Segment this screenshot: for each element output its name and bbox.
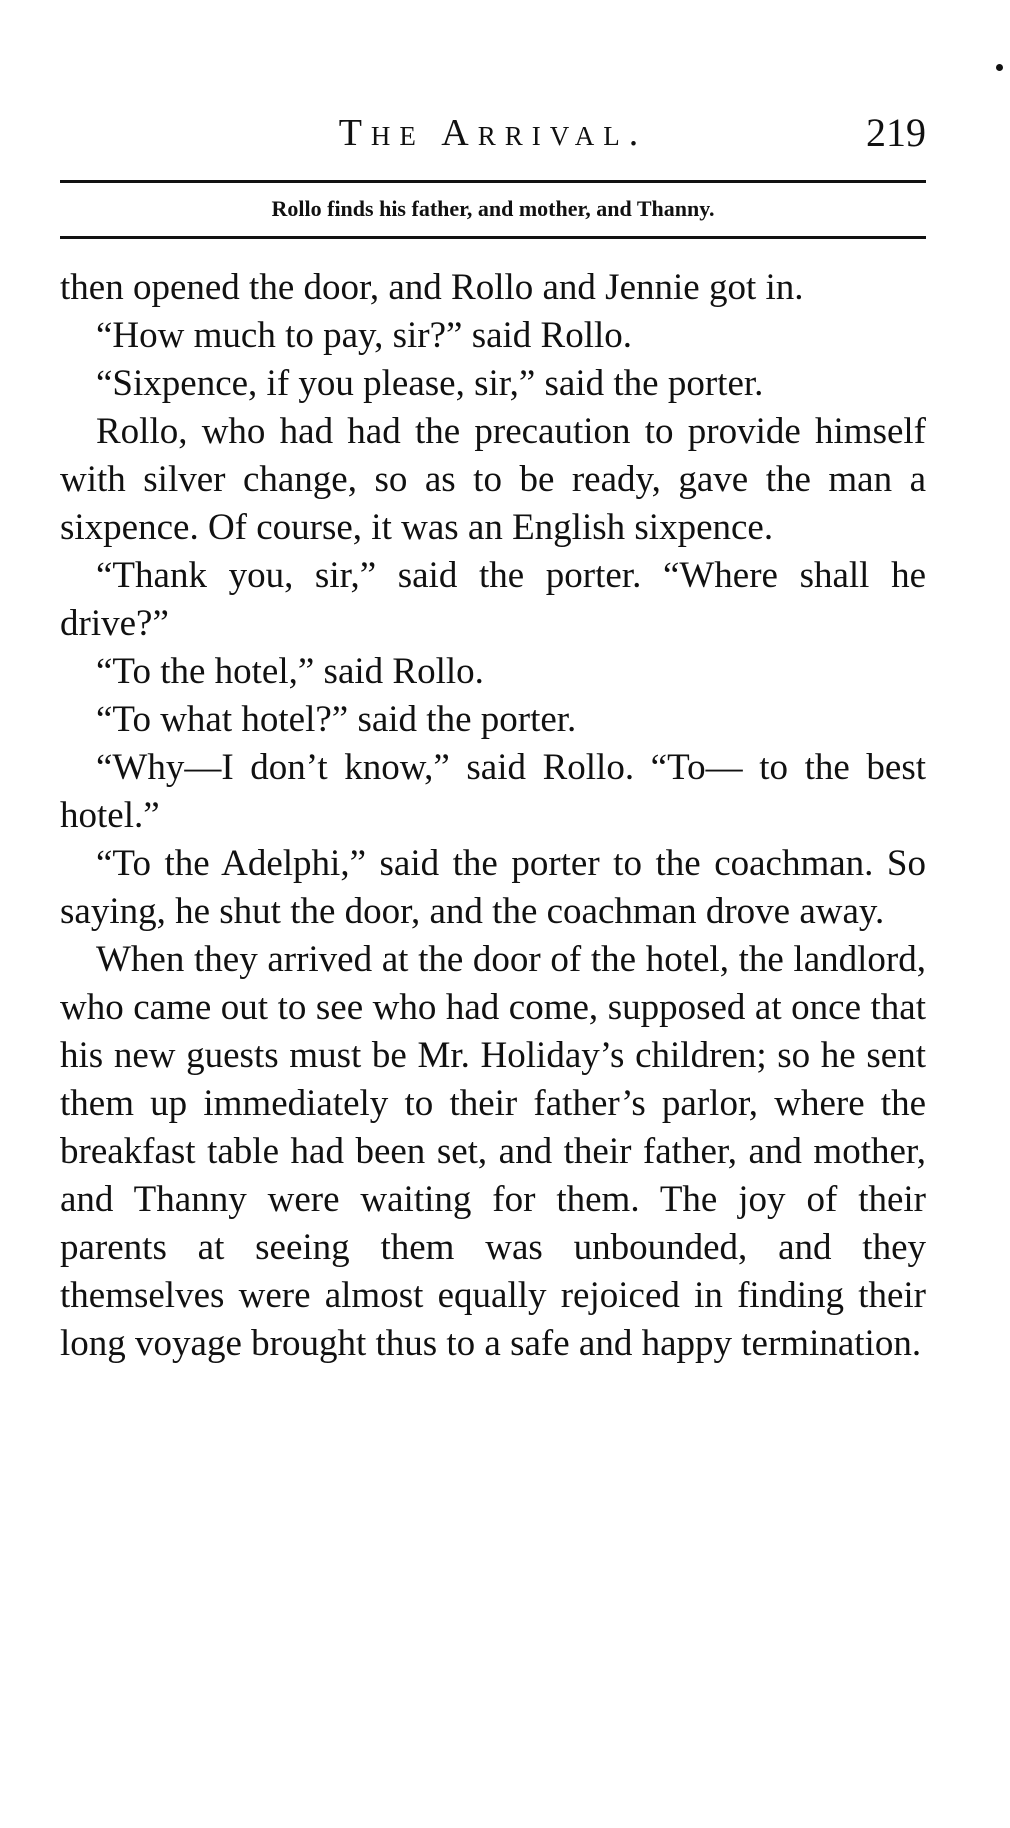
paragraph: “To the hotel,” said Rollo. bbox=[96, 651, 484, 692]
body-text bbox=[60, 264, 926, 1368]
paragraph: “Thank you, sir,” said the porter. “Where shall he drive?” bbox=[60, 555, 926, 644]
ink-speck bbox=[996, 64, 1003, 71]
running-title: The Arrival. bbox=[338, 112, 648, 154]
paragraph: “How much to pay, sir?” said Rollo. bbox=[96, 315, 633, 356]
header-rule-top bbox=[60, 180, 926, 183]
paragraph: “Why—I don’t know,” said Rollo. “To— to the best hotel.” bbox=[60, 747, 926, 836]
paragraph: “To the Adelphi,” said the porter to the coachman. So saying, he shut the door, and the coachman drove away. bbox=[60, 843, 926, 932]
chapter-subheading: Rollo finds his father, and mother, and Thanny. bbox=[271, 196, 715, 221]
paragraph: “Sixpence, if you please, sir,” said the porter. bbox=[96, 363, 764, 404]
header-rule-bottom bbox=[60, 236, 926, 239]
paragraph: then opened the door, and Rollo and Jennie got in. bbox=[60, 267, 804, 308]
paragraph: Rollo, who had had the precaution to provide himself with silver change, so as to be ready, gave the man a sixpence. Of course, it was an English sixpence. bbox=[60, 411, 926, 548]
paragraph: “To what hotel?” said the porter. bbox=[96, 699, 577, 740]
page-number: 219 bbox=[866, 110, 926, 155]
paragraph: When they arrived at the door of the hotel, the landlord, who came out to see who had come, supposed at once that his new guests must be Mr. Holiday’s children; so he sent them up immediately to their father’s parlor, where the breakfast table had been set, and their father, and mother, and Thanny were waiting for them. The joy of their parents at seeing them was unbounded, and they themselves were almost equally rejoiced in finding their long voyage brought thus to a safe and happy termination. bbox=[60, 939, 926, 1364]
running-head bbox=[60, 108, 926, 158]
